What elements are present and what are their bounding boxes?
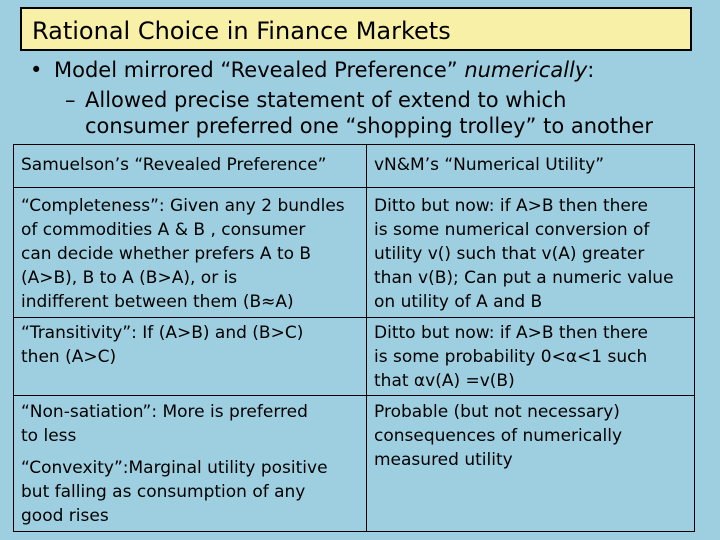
slide-title: Rational Choice in Finance Markets — [32, 17, 451, 45]
header-cell-left: Samuelson’s “Revealed Preference” — [21, 155, 327, 175]
cell-line: consequences of numerically — [374, 426, 623, 446]
comparison-table — [13, 144, 695, 532]
cell-line: than v(B); Can put a numeric value — [374, 268, 674, 288]
cell-line: Ditto but now: if A>B then there — [374, 196, 648, 216]
bullet-dot: • — [30, 58, 43, 82]
sub-bullet-item-1 — [65, 87, 653, 139]
cell-line: (A>B), B to A (B>A), or is — [21, 268, 238, 288]
cell-line: good rises — [21, 506, 109, 526]
title-box — [20, 7, 692, 51]
bullet-1-text: Model mirrored “Revealed Preference” — [54, 58, 465, 82]
cell-line: “Non-satiation”: More is preferred — [21, 402, 308, 422]
cell-line: then (A>C) — [21, 347, 117, 367]
cell-line: on utility of A and B — [374, 292, 543, 312]
table-cell-left — [21, 321, 363, 369]
bullet-1-colon: : — [587, 58, 595, 82]
cell-line: Ditto but now: if A>B then there — [374, 323, 648, 343]
row-divider — [14, 317, 694, 318]
cell-line: indifferent between them (B≈A) — [21, 292, 294, 312]
cell-line: utility v() such that v(A) greater — [374, 244, 645, 264]
row-divider — [14, 187, 694, 188]
cell-line: “Convexity”:Marginal utility positive — [21, 458, 328, 478]
cell-line: that αv(A) =v(B) — [374, 371, 515, 391]
table-cell-left — [21, 400, 363, 528]
sub-bullet-dash: – — [65, 88, 76, 112]
cell-line: but falling as consumption of any — [21, 482, 306, 502]
cell-line: “Completeness”: Given any 2 bundles — [21, 196, 345, 216]
cell-line: Probable (but not necessary) — [374, 402, 620, 422]
sub-bullet-line-1: Allowed precise statement of extend to which — [85, 88, 567, 112]
bullet-1-emphasis: numerically — [464, 58, 588, 82]
column-divider — [366, 145, 367, 531]
row-divider — [14, 395, 694, 396]
cell-spacer — [21, 448, 363, 456]
cell-line: of commodities A & B , consumer — [21, 220, 306, 240]
cell-line: is some numerical conversion of — [374, 220, 650, 240]
cell-line: “Transitivity”: If (A>B) and (B>C) — [21, 323, 304, 343]
cell-line: measured utility — [374, 450, 513, 470]
table-cell-left — [21, 194, 363, 314]
table-cell-right — [374, 400, 692, 472]
bullet-item-1 — [30, 57, 594, 83]
sub-bullet-line-2: consumer preferred one “shopping trolley” to another — [85, 114, 653, 138]
table-cell-right — [374, 194, 692, 314]
header-cell-right: vN&M’s “Numerical Utility” — [374, 155, 605, 175]
cell-line: is some probability 0<α<1 such — [374, 347, 648, 367]
table-cell-right — [374, 321, 692, 393]
cell-line: can decide whether prefers A to B — [21, 244, 312, 264]
cell-line: to less — [21, 426, 77, 446]
